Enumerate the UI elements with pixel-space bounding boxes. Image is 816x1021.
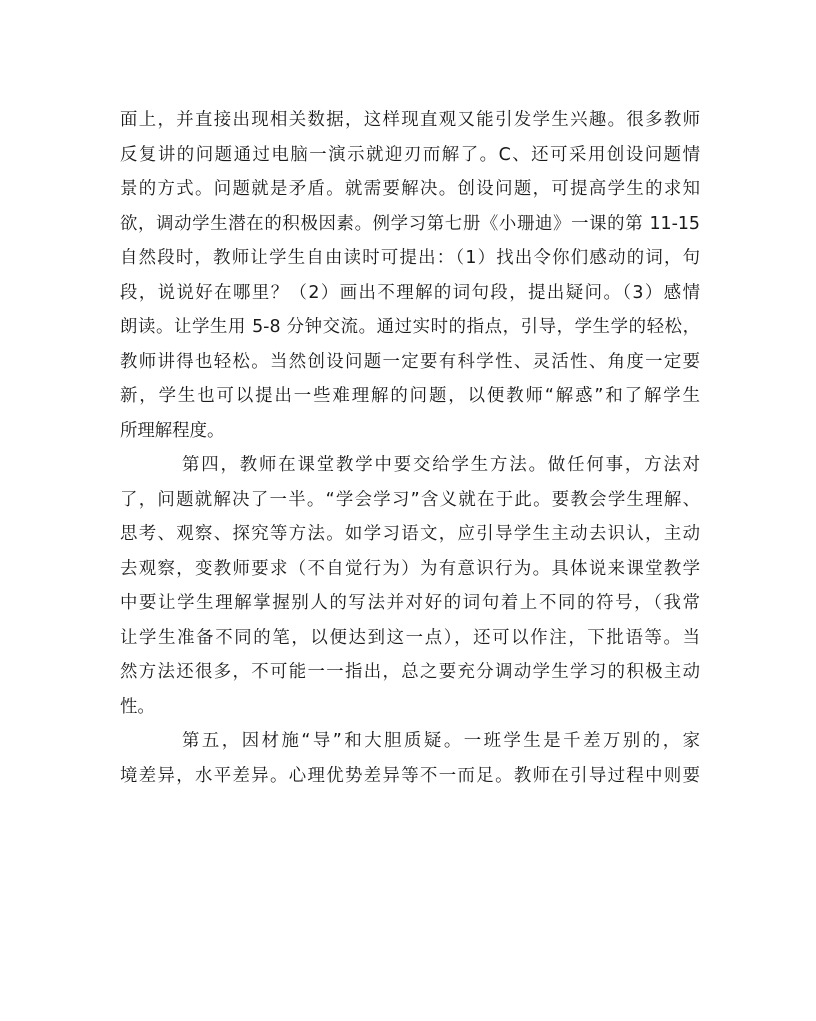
text-line: 朗读。让学生用 5-8 分钟交流。通过实时的指点，引导，学生学的轻松， bbox=[120, 317, 700, 337]
text-line: 自然段时，教师让学生自由读时可提出：（1）找出令你们感动的词，句 bbox=[120, 248, 700, 268]
text-line: 欲，调动学生潜在的积极因素。例学习第七册《小珊迪》一课的第 11-15 bbox=[120, 213, 700, 234]
text-line: 思考、观察、探究等方法。如学习语文，应引导学生主动去识认，主动 bbox=[120, 524, 700, 544]
text-line: 景的方式。问题就是矛盾。就需要解决。创设问题，可提高学生的求知 bbox=[120, 179, 700, 199]
text-line: 去观察，变教师要求（不自觉行为）为有意识行为。具体说来课堂教学 bbox=[120, 558, 700, 579]
text-line: 新，学生也可以提出一些难理解的问题，以便教师“解惑”和了解学生 bbox=[120, 386, 700, 406]
text-line: 了，问题就解决了一半。“学会学习”含义就在于此。要教会学生理解、 bbox=[120, 489, 700, 510]
text-line: 所理解程度。 bbox=[120, 420, 225, 441]
text-line: 第五，因材施“导”和大胆质疑。一班学生是千差万别的，家 bbox=[182, 731, 700, 751]
text-line: 中要让学生理解掌握别人的写法并对好的词句着上不同的符号，（我常 bbox=[120, 593, 700, 613]
text-line: 然方法还很多，不可能一一指出，总之要充分调动学生学习的积极主动 bbox=[120, 662, 700, 682]
text-line: 第四，教师在课堂教学中要交给学生方法。做任何事，方法对 bbox=[182, 455, 700, 475]
text-line: 面上，并直接出现相关数据，这样现直观又能引发学生兴趣。很多教师 bbox=[120, 110, 700, 130]
text-line: 段，说说好在哪里？（2）画出不理解的词句段，提出疑问。（3）感情 bbox=[120, 282, 700, 303]
text-line: 让学生准备不同的笔，以便达到这一点），还可以作注，下批语等。当 bbox=[120, 627, 700, 648]
text-line: 性。 bbox=[120, 696, 155, 717]
text-line: 教师讲得也轻松。当然创设问题一定要有科学性、灵活性、角度一定要 bbox=[120, 351, 700, 372]
text-line: 境差异，水平差异。心理优势差异等不一而足。教师在引导过程中则要 bbox=[120, 765, 700, 786]
body-text bbox=[120, 103, 700, 793]
text-line: 反复讲的问题通过电脑一演示就迎刃而解了。C、还可采用创设问题情 bbox=[120, 144, 700, 165]
